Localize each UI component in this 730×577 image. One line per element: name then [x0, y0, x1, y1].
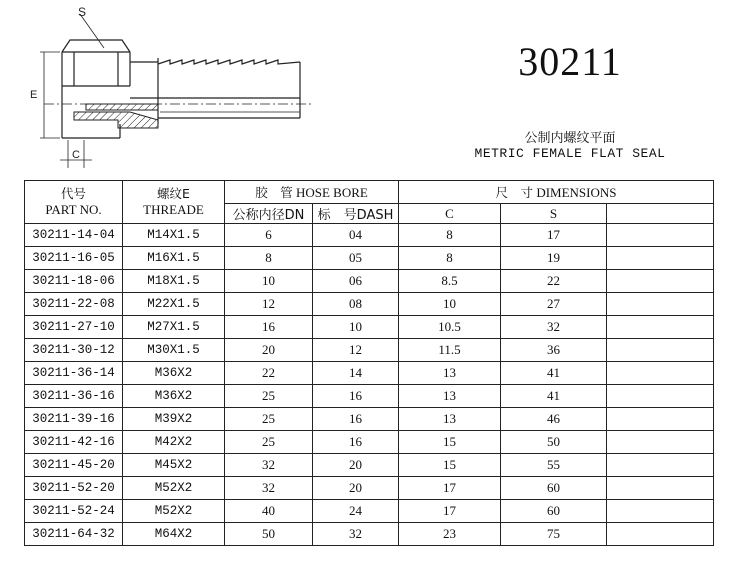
header-hose-en: HOSE BORE	[295, 185, 368, 200]
cell-thread: M64X2	[123, 523, 225, 546]
cell-part: 30211-30-12	[25, 339, 123, 362]
cell-dn: 6	[225, 224, 313, 247]
part-number-title: 30211	[518, 39, 622, 84]
cell-s: 60	[501, 500, 607, 523]
title-chinese: 公制内螺纹平面	[524, 131, 616, 146]
header-c: C	[399, 204, 501, 224]
cell-part: 30211-36-16	[25, 385, 123, 408]
cell-thread: M52X2	[123, 477, 225, 500]
cell-s: 27	[501, 293, 607, 316]
cell-c: 15	[399, 454, 501, 477]
cell-c: 11.5	[399, 339, 501, 362]
cell-s: 41	[501, 362, 607, 385]
header-part-en: PART NO.	[45, 202, 102, 217]
cell-thread: M27X1.5	[123, 316, 225, 339]
cell-dash: 08	[313, 293, 399, 316]
cell-dn: 32	[225, 477, 313, 500]
label-s: S	[78, 5, 87, 19]
cell-part: 30211-18-06	[25, 270, 123, 293]
cell-blank	[607, 362, 714, 385]
cell-dn: 16	[225, 316, 313, 339]
cell-c: 13	[399, 408, 501, 431]
cell-blank	[607, 454, 714, 477]
cell-part: 30211-42-16	[25, 431, 123, 454]
cell-dn: 40	[225, 500, 313, 523]
header-thread-cn: 螺纹E	[157, 186, 190, 201]
header-dimensions	[399, 181, 714, 204]
cell-c: 8	[399, 247, 501, 270]
cell-dash: 05	[313, 247, 399, 270]
cell-s: 32	[501, 316, 607, 339]
cell-part: 30211-45-20	[25, 454, 123, 477]
cell-blank	[607, 431, 714, 454]
table-row	[25, 247, 714, 270]
header-hose-cn: 胶 管	[255, 185, 293, 200]
header-hose	[225, 181, 399, 204]
header-part	[25, 181, 123, 224]
cell-dash: 12	[313, 339, 399, 362]
cell-thread: M18X1.5	[123, 270, 225, 293]
label-e: E	[30, 89, 38, 101]
cell-dn: 8	[225, 247, 313, 270]
cell-dash: 06	[313, 270, 399, 293]
table-row	[25, 316, 714, 339]
cell-dn: 32	[225, 454, 313, 477]
table-row	[25, 339, 714, 362]
header-thread	[123, 181, 225, 224]
cell-part: 30211-36-14	[25, 362, 123, 385]
table-row	[25, 454, 714, 477]
cell-dn: 20	[225, 339, 313, 362]
table-row	[25, 431, 714, 454]
cell-part: 30211-22-08	[25, 293, 123, 316]
cell-c: 8.5	[399, 270, 501, 293]
table-row	[25, 477, 714, 500]
cell-dash: 20	[313, 477, 399, 500]
label-c: C	[72, 149, 80, 161]
header-dn: 公称内径DN	[225, 204, 313, 224]
cell-s: 50	[501, 431, 607, 454]
table-row	[25, 523, 714, 546]
cell-dn: 10	[225, 270, 313, 293]
cell-c: 23	[399, 523, 501, 546]
cell-dn: 25	[225, 431, 313, 454]
header-s: S	[501, 204, 607, 224]
cell-c: 10.5	[399, 316, 501, 339]
cell-c: 8	[399, 224, 501, 247]
cell-dash: 04	[313, 224, 399, 247]
table-row	[25, 408, 714, 431]
table-row	[25, 270, 714, 293]
title-english: METRIC FEMALE FLAT SEAL	[474, 146, 666, 161]
cell-dash: 16	[313, 385, 399, 408]
table-row	[25, 362, 714, 385]
spec-table-body	[25, 224, 714, 546]
cell-dn: 50	[225, 523, 313, 546]
cell-c: 13	[399, 385, 501, 408]
table-row	[25, 500, 714, 523]
cell-s: 41	[501, 385, 607, 408]
cell-thread: M22X1.5	[123, 293, 225, 316]
cell-blank	[607, 270, 714, 293]
cell-s: 17	[501, 224, 607, 247]
cell-thread: M36X2	[123, 362, 225, 385]
cell-s: 19	[501, 247, 607, 270]
cell-part: 30211-16-05	[25, 247, 123, 270]
cell-part: 30211-27-10	[25, 316, 123, 339]
cell-c: 15	[399, 431, 501, 454]
cell-blank	[607, 385, 714, 408]
cell-dash: 16	[313, 431, 399, 454]
cell-blank	[607, 247, 714, 270]
cell-c: 10	[399, 293, 501, 316]
cell-dash: 24	[313, 500, 399, 523]
cell-part: 30211-64-32	[25, 523, 123, 546]
table-row	[25, 385, 714, 408]
cell-dash: 20	[313, 454, 399, 477]
cell-part: 30211-52-24	[25, 500, 123, 523]
cell-dash: 10	[313, 316, 399, 339]
cell-blank	[607, 224, 714, 247]
cell-thread: M39X2	[123, 408, 225, 431]
cell-s: 22	[501, 270, 607, 293]
cell-c: 17	[399, 500, 501, 523]
cell-thread: M16X1.5	[123, 247, 225, 270]
cell-thread: M52X2	[123, 500, 225, 523]
table-row	[25, 293, 714, 316]
cell-s: 55	[501, 454, 607, 477]
table-row	[25, 224, 714, 247]
header-dim-en: DIMENSIONS	[536, 185, 617, 200]
cell-dash: 16	[313, 408, 399, 431]
header-blank	[607, 204, 714, 224]
fitting-drawing	[0, 0, 320, 180]
cell-dash: 32	[313, 523, 399, 546]
header-dash: 标 号DASH	[313, 204, 399, 224]
cell-c: 17	[399, 477, 501, 500]
header-thread-en: THREADE	[143, 202, 204, 217]
cell-dash: 14	[313, 362, 399, 385]
cell-thread: M36X2	[123, 385, 225, 408]
cell-s: 36	[501, 339, 607, 362]
header-dim-cn: 尺 寸	[495, 185, 534, 200]
cell-blank	[607, 293, 714, 316]
cell-blank	[607, 408, 714, 431]
cell-blank	[607, 316, 714, 339]
cell-part: 30211-14-04	[25, 224, 123, 247]
cell-blank	[607, 339, 714, 362]
cell-dn: 12	[225, 293, 313, 316]
cell-blank	[607, 523, 714, 546]
cell-thread: M14X1.5	[123, 224, 225, 247]
cell-dn: 25	[225, 385, 313, 408]
header-part-cn: 代号	[60, 186, 86, 201]
cell-s: 60	[501, 477, 607, 500]
cell-dn: 25	[225, 408, 313, 431]
cell-s: 46	[501, 408, 607, 431]
cell-c: 13	[399, 362, 501, 385]
cell-dn: 22	[225, 362, 313, 385]
cell-thread: M30X1.5	[123, 339, 225, 362]
cell-thread: M45X2	[123, 454, 225, 477]
cell-blank	[607, 477, 714, 500]
cell-part: 30211-39-16	[25, 408, 123, 431]
spec-table	[24, 180, 714, 546]
cell-blank	[607, 500, 714, 523]
cell-part: 30211-52-20	[25, 477, 123, 500]
cell-s: 75	[501, 523, 607, 546]
cell-thread: M42X2	[123, 431, 225, 454]
